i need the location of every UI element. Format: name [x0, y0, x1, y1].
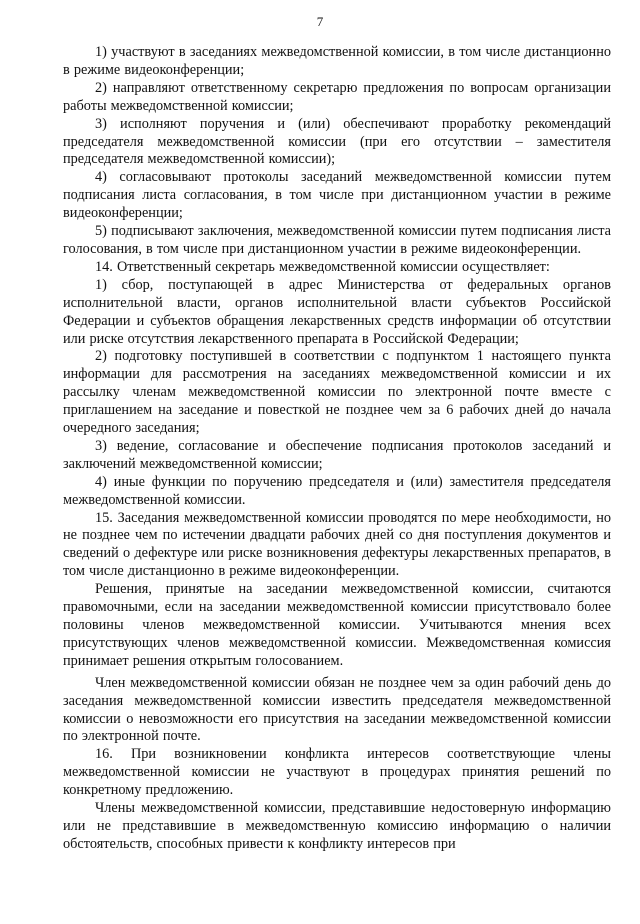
- paragraph-member-duty-5: 5) подписывают заключения, межведомственной комиссии путем подписания листа голосования, в том числе при дистанционном участии в режиме видеоконференции.: [63, 223, 611, 257]
- paragraph-secretary-duty-1: 1) сбор, поступающей в адрес Министерства от федеральных органов исполнительной власти, органов исполнительной власти субъектов Российской Федерации и субъектов обращения лекарственных средств информации об отсутствии или риске отсутствия лекарственного препарата в Российской Федерации;: [63, 276, 611, 347]
- page-number: 7: [316, 14, 324, 29]
- paragraph-member-notice: Член межведомственной комиссии обязан не позднее чем за один рабочий день до заседания межведомственной комиссии известить председателя межведомственной комиссии о невозможности его присутствия на заседании межведомственной комиссии по электронной почте.: [63, 674, 611, 745]
- paragraph-conflict-of-interest: Члены межведомственной комиссии, представившие недостоверную информацию или не представившие в межведомственную комиссию информацию о наличии обстоятельств, способных привести к конфликту интересов при: [63, 800, 611, 852]
- document-body: [63, 44, 611, 854]
- paragraph-decisions: Решения, принятые на заседании межведомственной комиссии, считаются правомочными, если на заседании межведомственной комиссии присутствовало более половины членов межведомственной комиссии. Учитываются мнения всех присутствующих членов межведомственной комиссии. Межведомственная комиссия принимает решения открытым голосованием.: [63, 581, 611, 669]
- paragraph-secretary-duty-2: 2) подготовку поступившей в соответствии с подпунктом 1 настоящего пункта информации для рассмотрения на заседаниях межведомственной комиссии и их рассылку членам межведомственной комиссии по электронной почте вместе с приглашением на заседание и повесткой не позднее чем за 6 рабочих дней до начала очередного заседания;: [63, 348, 611, 437]
- paragraph-secretary-duty-4: 4) иные функции по поручению председателя и (или) заместителя председателя межведомственной комиссии.: [63, 473, 611, 508]
- paragraph-secretary-duty-3: 3) ведение, согласование и обеспечение подписания протоколов заседаний и заключений межведомственной комиссии;: [63, 437, 611, 472]
- paragraph-member-duty-2: 2) направляют ответственному секретарю предложения по вопросам организации работы межведомственной комиссии;: [63, 79, 611, 114]
- paragraph-section-14: 14. Ответственный секретарь межведомственной комиссии осуществляет:: [95, 258, 550, 275]
- paragraph-member-duty-3: 3) исполняют поручения и (или) обеспечивают проработку рекомендаций председателя межведомственной комиссии (при его отсутствии – заместителя председателя межведомственной комиссии);: [63, 115, 611, 168]
- paragraph-member-duty-4: 4) согласовывают протоколы заседаний межведомственной комиссии путем подписания листа согласования, в том числе при дистанционном участии в режиме видеоконференции;: [63, 169, 611, 222]
- paragraph-section-15: 15. Заседания межведомственной комиссии проводятся по мере необходимости, но не позднее чем по истечении двадцати рабочих дней со дня поступления документов и сведений о дефектуре или риске возникновения дефектуры лекарственных препаратов, в том числе дистанционно в режиме видеоконференции.: [63, 509, 611, 580]
- paragraph-member-duty-1: 1) участвуют в заседаниях межведомственной комиссии, в том числе дистанционно в режиме видеоконференции;: [63, 44, 611, 78]
- paragraph-section-16: 16. При возникновении конфликта интересов соответствующие члены межведомственной комиссии не участвуют в процедурах принятия решений по конкретному предложению.: [63, 746, 611, 799]
